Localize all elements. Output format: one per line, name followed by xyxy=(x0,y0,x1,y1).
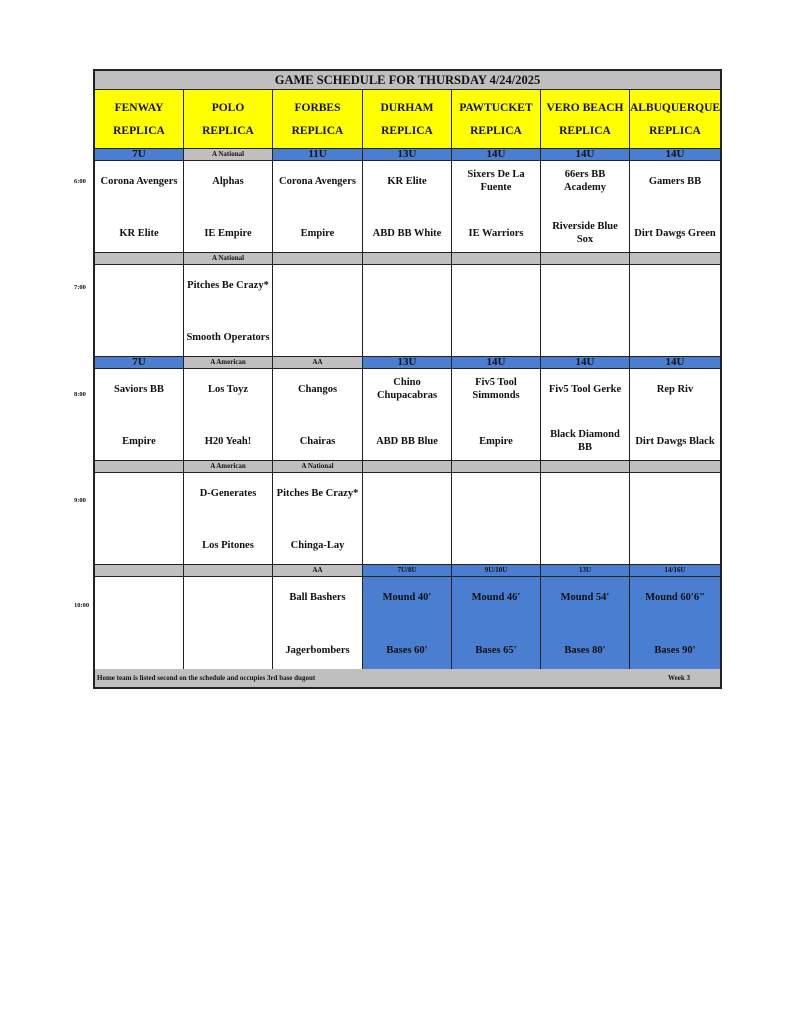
division-band xyxy=(95,565,720,577)
game-cell xyxy=(630,265,720,356)
footer-note: Home team is listed second on the schedule and occupies 3rd base dugout xyxy=(97,674,316,682)
field-header-vero-beach xyxy=(541,90,630,148)
game-cell xyxy=(184,161,273,252)
field-name: FENWAY xyxy=(114,101,164,114)
division-label: 14U xyxy=(452,357,541,368)
division-label: A National xyxy=(273,461,363,472)
footer-week: Week 3 xyxy=(668,674,690,682)
division-label xyxy=(363,253,452,264)
game-slot-row xyxy=(95,473,720,565)
home-team: Empire xyxy=(122,435,156,447)
division-label: 7U xyxy=(95,149,184,160)
schedule-table xyxy=(93,69,722,689)
field-name: DURHAM xyxy=(380,101,434,114)
home-team: IE Empire xyxy=(204,227,252,239)
field-header-polo xyxy=(184,90,273,148)
field-header-pawtucket xyxy=(452,90,541,148)
game-cell xyxy=(184,265,273,356)
home-team: Empire xyxy=(479,435,513,447)
division-label xyxy=(452,253,541,264)
away-team: Sixers De La Fuente xyxy=(467,169,525,193)
division-label xyxy=(95,565,184,576)
division-label: 13U xyxy=(363,149,452,160)
division-label: AA xyxy=(273,565,363,576)
field-sub: REPLICA xyxy=(649,124,701,137)
division-label: 14U xyxy=(630,357,720,368)
away-team: KR Elite xyxy=(387,175,427,187)
game-cell xyxy=(630,369,720,460)
home-team: Chinga-Lay xyxy=(290,539,345,551)
field-header-row xyxy=(95,90,720,149)
away-team: Corona Avengers xyxy=(100,175,178,187)
away-team: Fiv5 Tool Simmonds xyxy=(472,377,520,401)
division-label: 14U xyxy=(541,149,630,160)
field-sub: REPLICA xyxy=(113,124,165,137)
field-sub: REPLICA xyxy=(202,124,254,137)
home-team: IE Warriors xyxy=(468,227,524,239)
home-team: Empire xyxy=(300,227,335,239)
game-cell xyxy=(630,161,720,252)
mound-distance: Mound 46' xyxy=(471,591,521,603)
division-label: 11U xyxy=(273,149,363,160)
mound-distance: Mound 60'6" xyxy=(645,591,705,603)
time-label: 7:00 xyxy=(74,284,86,291)
field-name: ALBUQUERQUE xyxy=(630,101,720,114)
division-label xyxy=(95,253,184,264)
game-cell xyxy=(541,161,630,252)
home-team: Black Diamond BB xyxy=(550,429,620,453)
division-label: 7U/8U xyxy=(363,565,452,576)
field-sub: REPLICA xyxy=(381,124,433,137)
division-label: A National xyxy=(184,253,273,264)
field-dimensions-cell xyxy=(452,577,541,669)
game-cell xyxy=(452,265,541,356)
base-distance: Bases 90' xyxy=(654,644,696,656)
division-label: 14U xyxy=(452,149,541,160)
mound-distance: Mound 54' xyxy=(560,591,610,603)
field-name: VERO BEACH xyxy=(546,101,624,114)
away-team: Gamers BB xyxy=(648,175,702,187)
division-label xyxy=(541,461,630,472)
game-cell xyxy=(541,265,630,356)
game-cell xyxy=(541,369,630,460)
time-label: 8:00 xyxy=(74,391,86,398)
game-cell xyxy=(273,369,363,460)
game-cell xyxy=(273,577,363,669)
field-header-durham xyxy=(363,90,452,148)
game-cell xyxy=(184,577,273,669)
home-team: KR Elite xyxy=(119,227,159,239)
field-header-forbes xyxy=(273,90,363,148)
away-team: Pitches Be Crazy* xyxy=(276,487,359,499)
mound-distance: Mound 40' xyxy=(382,591,432,603)
game-cell xyxy=(273,265,363,356)
away-team: D-Generates xyxy=(199,487,257,499)
division-label xyxy=(184,565,273,576)
game-cell xyxy=(452,369,541,460)
division-band xyxy=(95,253,720,265)
home-team: Chairas xyxy=(299,435,336,447)
away-team: Corona Avengers xyxy=(279,175,356,187)
home-team: H20 Yeah! xyxy=(204,435,252,447)
division-label: 7U xyxy=(95,357,184,368)
division-label: 14U xyxy=(541,357,630,368)
away-team: Chino Chupacabras xyxy=(376,377,438,401)
field-header-albuquerque xyxy=(630,90,720,148)
game-cell xyxy=(95,161,184,252)
division-label xyxy=(273,253,363,264)
game-slot-row xyxy=(95,161,720,253)
division-band xyxy=(95,357,720,369)
game-cell xyxy=(363,161,452,252)
division-label xyxy=(541,253,630,264)
division-label xyxy=(452,461,541,472)
field-name: PAWTUCKET xyxy=(459,101,533,114)
away-team: Ball Bashers xyxy=(289,591,346,603)
division-label xyxy=(363,461,452,472)
home-team: ABD BB Blue xyxy=(376,435,438,447)
away-team: Pitches Be Crazy* xyxy=(187,279,269,291)
schedule-footer xyxy=(95,669,720,687)
division-label: 14/16U xyxy=(630,565,720,576)
home-team: Dirt Dawgs Black xyxy=(635,435,715,447)
time-label: 6:00 xyxy=(74,178,86,185)
away-team: 66ers BB Academy xyxy=(564,169,606,193)
time-label: 9:00 xyxy=(74,497,86,504)
division-label: AA xyxy=(273,357,363,368)
game-cell xyxy=(95,265,184,356)
home-team: Dirt Dawgs Green xyxy=(634,227,716,239)
field-dimensions-cell xyxy=(541,577,630,669)
division-label xyxy=(630,461,720,472)
division-label xyxy=(630,253,720,264)
away-team: Changos xyxy=(297,383,338,395)
division-label: A American xyxy=(184,461,273,472)
game-cell xyxy=(184,473,273,564)
game-cell xyxy=(452,473,541,564)
division-label: A American xyxy=(184,357,273,368)
base-distance: Bases 60' xyxy=(386,644,428,656)
time-label: 10:00 xyxy=(74,602,90,609)
away-team: Alphas xyxy=(212,175,244,187)
game-cell xyxy=(273,161,363,252)
division-band xyxy=(95,149,720,161)
field-header-fenway xyxy=(95,90,184,148)
game-cell xyxy=(630,473,720,564)
game-slot-row xyxy=(95,369,720,461)
division-label: A National xyxy=(184,149,273,160)
field-dimensions-cell xyxy=(363,577,452,669)
away-team: Rep Riv xyxy=(656,383,694,395)
field-sub: REPLICA xyxy=(559,124,611,137)
game-slot-row xyxy=(95,265,720,357)
division-label: 13U xyxy=(541,565,630,576)
game-cell xyxy=(541,473,630,564)
field-sub: REPLICA xyxy=(470,124,522,137)
field-sub: REPLICA xyxy=(291,124,344,137)
division-label: 14U xyxy=(630,149,720,160)
schedule-title: GAME SCHEDULE FOR THURSDAY 4/24/2025 xyxy=(95,71,720,90)
field-dimensions-cell xyxy=(630,577,720,669)
field-name: POLO xyxy=(211,101,245,114)
home-team: Riverside Blue Sox xyxy=(552,221,618,245)
game-cell xyxy=(95,369,184,460)
division-label: 13U xyxy=(363,357,452,368)
game-cell xyxy=(363,265,452,356)
game-cell xyxy=(363,369,452,460)
field-name: FORBES xyxy=(294,101,341,114)
away-team: Los Toyz xyxy=(208,383,248,395)
home-team: Smooth Operators xyxy=(186,331,270,343)
game-cell xyxy=(363,473,452,564)
home-team: ABD BB White xyxy=(372,227,442,239)
away-team: Fiv5 Tool Gerke xyxy=(548,383,622,395)
game-cell xyxy=(95,473,184,564)
game-cell xyxy=(95,577,184,669)
base-distance: Bases 65' xyxy=(475,644,517,656)
home-team: Los Pitones xyxy=(202,539,254,551)
away-team: Saviors BB xyxy=(114,383,164,395)
division-label xyxy=(95,461,184,472)
game-cell xyxy=(273,473,363,564)
game-cell xyxy=(452,161,541,252)
game-cell xyxy=(184,369,273,460)
division-band xyxy=(95,461,720,473)
base-distance: Bases 80' xyxy=(564,644,606,656)
home-team: Jagerbombers xyxy=(285,644,350,656)
game-slot-row xyxy=(95,577,720,669)
division-label: 9U/10U xyxy=(452,565,541,576)
